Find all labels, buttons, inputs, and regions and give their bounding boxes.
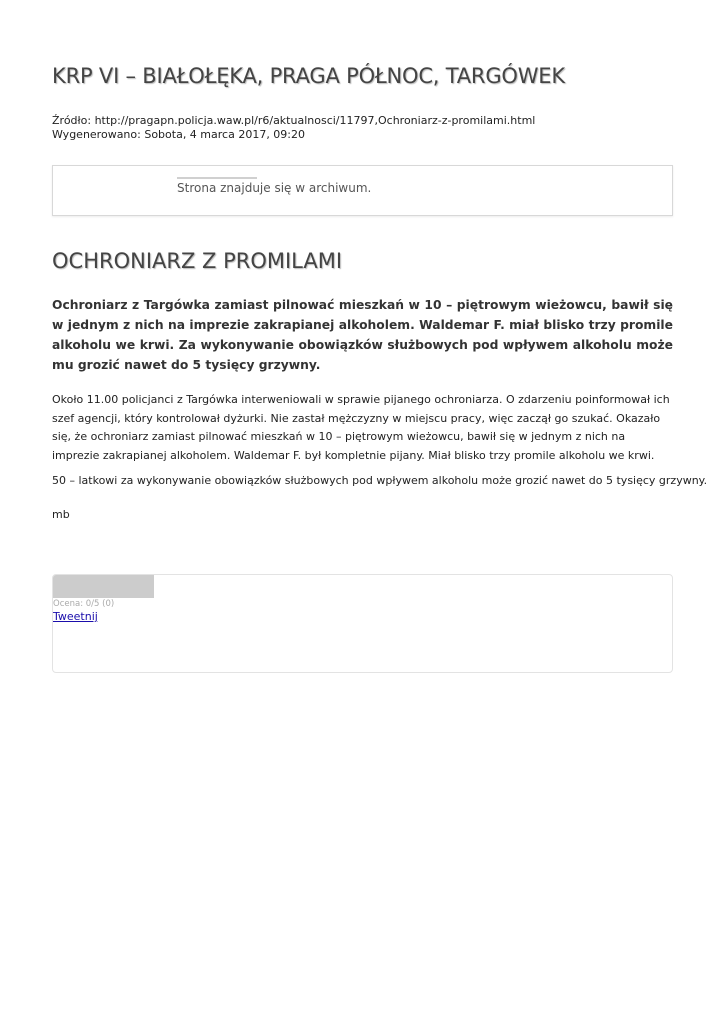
rating-label: Ocena: 0/5 (0): [53, 599, 115, 609]
article-paragraph: Około 11.00 policjanci z Targówka interweniowali w sprawie pijanego ochroniarza. O zdarzeniu poinformował ich szef agencji, który kontrolował dyżurki. Nie zastał mężczyzny w miejscu pracy, więc zaczął go szukać. Okazało się, że ochroniarz zamiast pilnować mieszkań w 10 – piętrowym wieżowcu, bawił się w jednym z nich na imprezie zakrapianej alkoholem. Waldemar F. był kompletnie pijany. Miał blisko trzy promile alkoholu we krwi.: [52, 393, 670, 462]
tweet-link[interactable]: Tweetnij: [53, 610, 98, 623]
generated-line: Wygenerowano: Sobota, 4 marca 2017, 09:20: [52, 128, 306, 141]
source-line: Źródło: http://pragapn.policja.waw.pl/r6/aktualnosci/11797,Ochroniarz-z-promilami.html: [52, 114, 536, 127]
rating-box: [52, 574, 673, 673]
source-meta: [52, 114, 535, 142]
archive-notice-box: [52, 165, 673, 216]
article-body: [52, 391, 673, 473]
rating-stars[interactable]: [53, 575, 154, 598]
author-signature: mb: [52, 508, 70, 521]
archive-divider: [177, 177, 257, 179]
site-title: KRP VI – BIAŁOŁĘKA, PRAGA PÓŁNOC, TARGÓWEK: [52, 64, 565, 88]
archive-notice: Strona znajduje się w archiwum.: [177, 181, 372, 195]
article-lead: Ochroniarz z Targówka zamiast pilnować mieszkań w 10 – piętrowym wieżowcu, bawił się w jednym z nich na imprezie zakrapianej alkoholem. Waldemar F. miał blisko trzy promile alkoholu we krwi. Za wykonywanie obowiązków służbowych pod wpływem alkoholu może mu grozić nawet do 5 tysięcy grzywny.: [52, 298, 673, 372]
article-title: OCHRONIARZ Z PROMILAMI: [52, 249, 343, 273]
article-paragraph: 50 – latkowi za wykonywanie obowiązków służbowych pod wpływem alkoholu może grozić nawet do 5 tysięcy grzywny.: [52, 474, 708, 487]
